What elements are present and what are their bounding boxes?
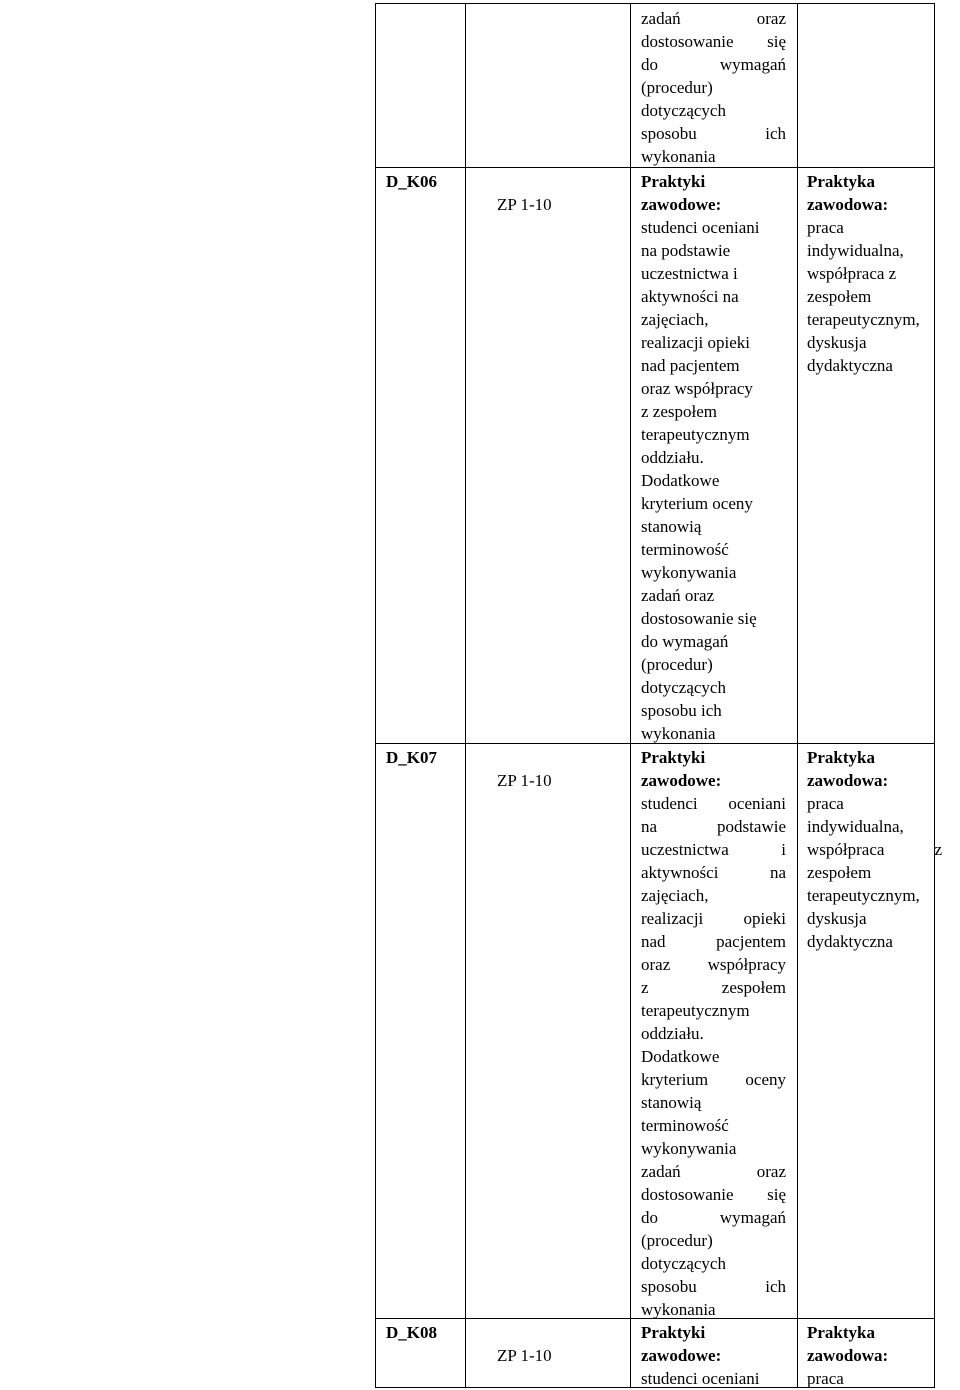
text-line: dostosowanie się	[641, 1185, 786, 1204]
text-line: zawodowa:	[807, 1346, 889, 1365]
text-line: zawodowa:	[807, 771, 889, 790]
text-line: nad pacjentem	[641, 932, 786, 951]
text-line: zespołem	[807, 863, 872, 882]
text-line: wykonania	[641, 147, 716, 166]
text-line: dydaktyczna	[807, 356, 893, 375]
text-line: dotyczących	[641, 678, 726, 697]
form-cell	[807, 746, 942, 953]
text-line: sposobu ich	[641, 1277, 786, 1296]
text-line: terapeutycznym,	[807, 886, 920, 905]
text-line: do wymagań	[641, 55, 786, 74]
text-line: aktywności na	[641, 863, 786, 882]
text-line: zadań oraz	[641, 1162, 786, 1181]
text-line: dyskusja	[807, 909, 867, 928]
text-line: terminowość	[641, 1116, 729, 1135]
text-line: dyskusja	[807, 333, 867, 352]
text-line: oddziału.	[641, 448, 704, 467]
text-line: do wymagań	[641, 1208, 786, 1227]
text-line: wykonania	[641, 724, 716, 743]
text-line: wykonywania	[641, 563, 737, 582]
table-border-col4	[797, 3, 798, 1388]
text-line: Dodatkowe	[641, 1047, 720, 1066]
method-cell-continued	[641, 7, 786, 168]
text-line: Praktyki	[641, 172, 706, 191]
text-line: aktywności na	[641, 287, 739, 306]
text-line: zawodowe:	[641, 195, 722, 214]
text-line: realizacji opieki	[641, 333, 751, 352]
text-line: (procedur)	[641, 655, 713, 674]
table-border-col3	[630, 3, 631, 1388]
text-line: wykonywania	[641, 1139, 737, 1158]
text-line: zespołem	[807, 287, 872, 306]
text-line: do wymagań	[641, 632, 729, 651]
text-line: sposobu ich	[641, 124, 786, 143]
code-cell: D_K07	[386, 748, 437, 767]
text-line: Praktyki	[641, 748, 706, 767]
text-line: studenci oceniani	[641, 794, 786, 813]
text-line: Praktyka	[807, 748, 875, 767]
text-line: zajęciach,	[641, 310, 709, 329]
text-line: Praktyka	[807, 1323, 875, 1342]
text-line: zadań oraz	[641, 586, 715, 605]
text-line: terapeutycznym	[641, 1001, 750, 1020]
text-line: zawodowe:	[641, 1346, 722, 1365]
text-line: dotyczących	[641, 1254, 726, 1273]
code-cell: D_K06	[386, 172, 437, 191]
text-line: (procedur)	[641, 1231, 713, 1250]
text-line: oraz współpracy	[641, 379, 753, 398]
text-line: uczestnictwa i	[641, 840, 786, 859]
text-line: oraz współpracy	[641, 955, 786, 974]
text-line: dotyczących	[641, 101, 726, 120]
form-cell	[807, 1321, 942, 1390]
text-line: oddziału.	[641, 1024, 704, 1043]
text-line: dostosowanie się	[641, 32, 786, 51]
text-line: na podstawie	[641, 241, 731, 260]
form-cell	[807, 170, 942, 377]
text-line: zawodowe:	[641, 771, 722, 790]
text-line: kryterium oceny	[641, 1070, 786, 1089]
method-cell	[641, 170, 786, 745]
text-line: zajęciach,	[641, 886, 709, 905]
method-cell	[641, 746, 786, 1321]
text-line: dydaktyczna	[807, 932, 893, 951]
text-line: terapeutycznym	[641, 425, 750, 444]
table-border-left	[375, 3, 376, 1388]
text-line: sposobu ich	[641, 701, 722, 720]
text-line: praca	[807, 1369, 844, 1388]
text-line: współpraca z	[807, 264, 897, 283]
table-border-col2	[465, 3, 466, 1388]
text-line: uczestnictwa i	[641, 264, 738, 283]
text-line: z zespołem	[641, 402, 717, 421]
text-line: Praktyka	[807, 172, 875, 191]
text-line: zadań oraz	[641, 9, 786, 28]
text-line: Praktyki	[641, 1323, 706, 1342]
text-line: indywidualna,	[807, 817, 904, 836]
text-line: zawodowa:	[807, 195, 889, 214]
text-line: dostosowanie się	[641, 609, 757, 628]
text-line: z zespołem	[641, 978, 786, 997]
text-line: indywidualna,	[807, 241, 904, 260]
text-line: (procedur)	[641, 78, 713, 97]
text-line: stanowią	[641, 517, 702, 536]
reference-cell: ZP 1-10	[497, 771, 552, 790]
method-cell	[641, 1321, 786, 1390]
code-cell: D_K08	[386, 1323, 437, 1342]
text-line: stanowią	[641, 1093, 702, 1112]
text-line: współpraca z	[807, 840, 942, 859]
text-line: wykonania	[641, 1300, 716, 1319]
text-line: nad pacjentem	[641, 356, 740, 375]
text-line: terminowość	[641, 540, 729, 559]
reference-cell: ZP 1-10	[497, 195, 552, 214]
text-line: Dodatkowe	[641, 471, 720, 490]
text-line: praca	[807, 218, 844, 237]
text-line: praca	[807, 794, 844, 813]
table-border-top	[375, 3, 935, 4]
text-line: realizacji opieki	[641, 909, 786, 928]
text-line: na podstawie	[641, 817, 786, 836]
text-line: terapeutycznym,	[807, 310, 920, 329]
text-line: kryterium oceny	[641, 494, 753, 513]
text-line: studenci oceniani	[641, 218, 760, 237]
reference-cell: ZP 1-10	[497, 1346, 552, 1365]
text-line: studenci oceniani	[641, 1369, 760, 1388]
